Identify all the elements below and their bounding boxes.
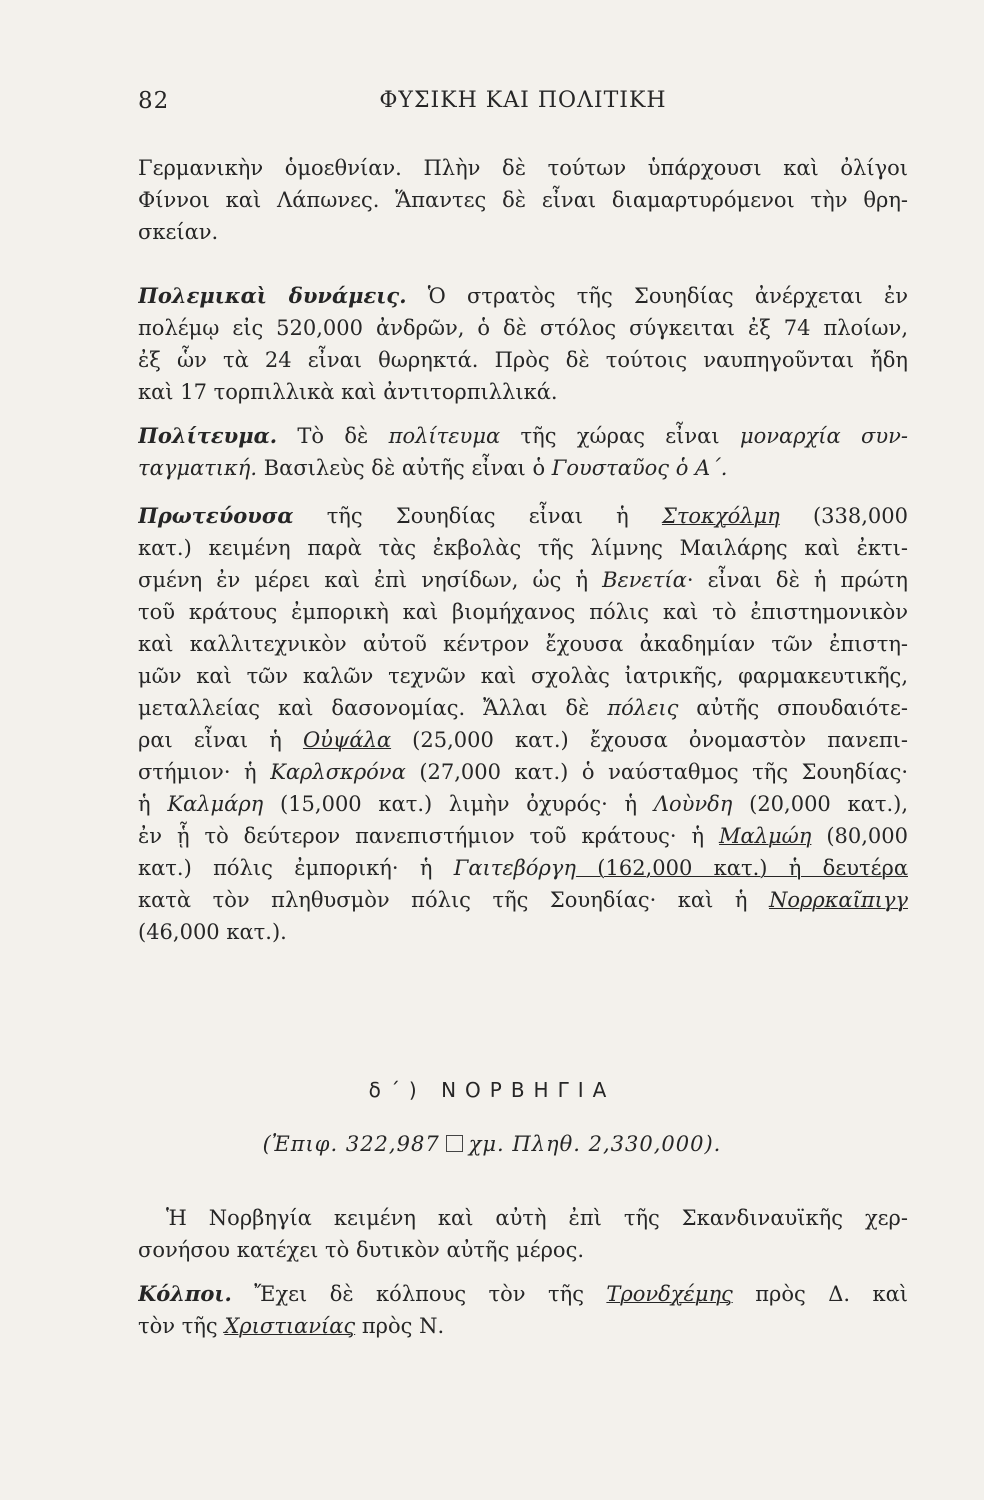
area-population-stats: (Ἐπιφ. 322,987 χμ. Πληθ. 2,330,000).	[262, 1132, 722, 1156]
text-line: τὸν τῆς Χριστιανίας πρὸς Ν.	[138, 1314, 445, 1338]
page-number: 82	[138, 88, 170, 114]
place-name: Οὐψάλα	[302, 728, 392, 752]
place-name: Βενετία	[602, 568, 687, 592]
text-line: καὶ καλλιτεχνικὸν αὐτοῦ κέντρον ἔχουσα ἀκαδημίαν τῶν ἐπιστη-	[138, 632, 908, 656]
place-name: Μαλμώη	[719, 824, 812, 848]
paragraph-military	[138, 280, 908, 408]
section-title: δ΄) ΝΟΡΒΗΓΙΑ	[368, 1078, 616, 1102]
section-heading: Πολεμικαὶ δυνάμεις.	[138, 283, 407, 308]
text-line: ταγματική. Βασιλεὺς δὲ αὐτῆς εἶναι ὁ Γουσταῦος ὁ Α΄.	[138, 456, 728, 480]
square-symbol-icon	[446, 1135, 463, 1152]
text-line: σμένη ἐν μέρει καὶ ἐπὶ νησίδων, ὡς ἡ Βενετία· εἶναι δὲ ἡ πρώτη	[138, 568, 908, 592]
section-heading: Πολίτευμα.	[138, 423, 278, 448]
text-line: Κόλποι. Ἔχει δὲ κόλπους τὸν τῆς Τρονδχέμης πρὸς Δ. καὶ	[138, 1281, 908, 1306]
place-name: Τρονδχέμης	[606, 1282, 733, 1306]
place-name: Χριστιανίας	[224, 1314, 356, 1338]
text-line: Ἡ Νορβηγία κειμένη καὶ αὐτὴ ἐπὶ τῆς Σκανδιναυϊκῆς χερ-	[166, 1206, 908, 1230]
page-header	[138, 88, 908, 122]
place-name: Λοὺνδη	[653, 792, 733, 816]
text-line: κατ.) πόλις ἐμπορική· ἡ Γαιτεβόργη (162,000 κατ.) ἡ δευτέρα	[138, 856, 908, 880]
section-heading: Κόλποι.	[138, 1281, 232, 1306]
text-line: Γερμανικὴν ὁμοεθνίαν. Πλὴν δὲ τούτων ὑπάρχουσι καὶ ὀλίγοι	[138, 156, 908, 180]
text-line: πολέμῳ εἰς 520,000 ἀνδρῶν, ὁ δὲ στόλος σύγκειται ἐξ 74 πλοίων,	[138, 316, 908, 340]
place-name: Νορρκαῖπιγγ	[768, 888, 908, 912]
place-name: Καρλσκρόνα	[270, 760, 406, 784]
text-line: μεταλλείας καὶ δασονομίας. Ἄλλαι δὲ πόλεις αὐτῆς σπουδαιότε-	[138, 696, 908, 720]
text-line: κατ.) κειμένη παρὰ τὰς ἐκβολὰς τῆς λίμνης Μαιλάρης καὶ ἐκτι-	[138, 536, 908, 560]
paragraph-capital	[138, 500, 908, 948]
section-heading: Πρωτεύουσα	[138, 503, 294, 528]
place-name: Στοκχόλμη	[661, 504, 780, 528]
text-line: μῶν καὶ τῶν καλῶν τεχνῶν καὶ σχολὰς ἰατρικῆς, φαρμακευτικῆς,	[138, 664, 908, 688]
text-line: ἡ Καλμάρη (15,000 κατ.) λιμὴν ὀχυρός· ἡ Λοὺνδη (20,000 κατ.),	[138, 792, 908, 816]
text-line: (46,000 κατ.).	[138, 920, 287, 944]
place-name: Καλμάρη	[167, 792, 264, 816]
place-name: Γαιτεβόργη	[453, 856, 576, 880]
paragraph-government	[138, 420, 908, 484]
paragraph-population	[138, 152, 908, 248]
text-line: καὶ 17 τορπιλλικὰ καὶ ἀντιτορπιλλικά.	[138, 380, 558, 404]
text-line: Φίννοι καὶ Λάπωνες. Ἅπαντες δὲ εἶναι διαμαρτυρόμενοι τὴν θρη-	[138, 188, 908, 212]
paragraph-gulfs	[138, 1278, 908, 1342]
running-title: ΦΥΣΙΚΗ ΚΑΙ ΠΟΛΙΤΙΚΗ	[379, 88, 667, 113]
text-line: σκείαν.	[138, 220, 219, 244]
text-line: Πρωτεύουσα τῆς Σουηδίας εἶναι ἡ Στοκχόλμη (338,000	[138, 503, 908, 528]
text-line: ἐν ᾗ τὸ δεύτερον πανεπιστήμιον τοῦ κράτους· ἡ Μαλμώη (80,000	[138, 824, 908, 848]
text-line: ἐξ ὧν τὰ 24 εἶναι θωρηκτά. Πρὸς δὲ τούτοις ναυπηγοῦνται ἤδη	[138, 348, 908, 372]
text-line: στήμιον· ἡ Καρλσκρόνα (27,000 κατ.) ὁ ναύσταθμος τῆς Σουηδίας·	[138, 760, 908, 784]
paragraph-norway-intro	[138, 1202, 908, 1266]
text-line: Πολεμικαὶ δυνάμεις. Ὁ στρατὸς τῆς Σουηδίας ἀνέρχεται ἐν	[138, 283, 908, 308]
text-line: κατὰ τὸν πληθυσμὸν πόλις τῆς Σουηδίας· καὶ ἡ Νορρκαῖπιγγ	[138, 888, 908, 912]
text-line: τοῦ κράτους ἐμπορικὴ καὶ βιομήχανος πόλις καὶ τὸ ἐπιστημονικὸν	[138, 600, 908, 624]
text-line: ραι εἶναι ἡ Οὐψάλα (25,000 κατ.) ἔχουσα ὀνομαστὸν πανεπι-	[138, 728, 908, 752]
text-line: σονήσου κατέχει τὸ δυτικὸν αὐτῆς μέρος.	[138, 1238, 585, 1262]
text-line: Πολίτευμα. Τὸ δὲ πολίτευμα τῆς χώρας εἶναι μοναρχία συν-	[138, 423, 908, 448]
